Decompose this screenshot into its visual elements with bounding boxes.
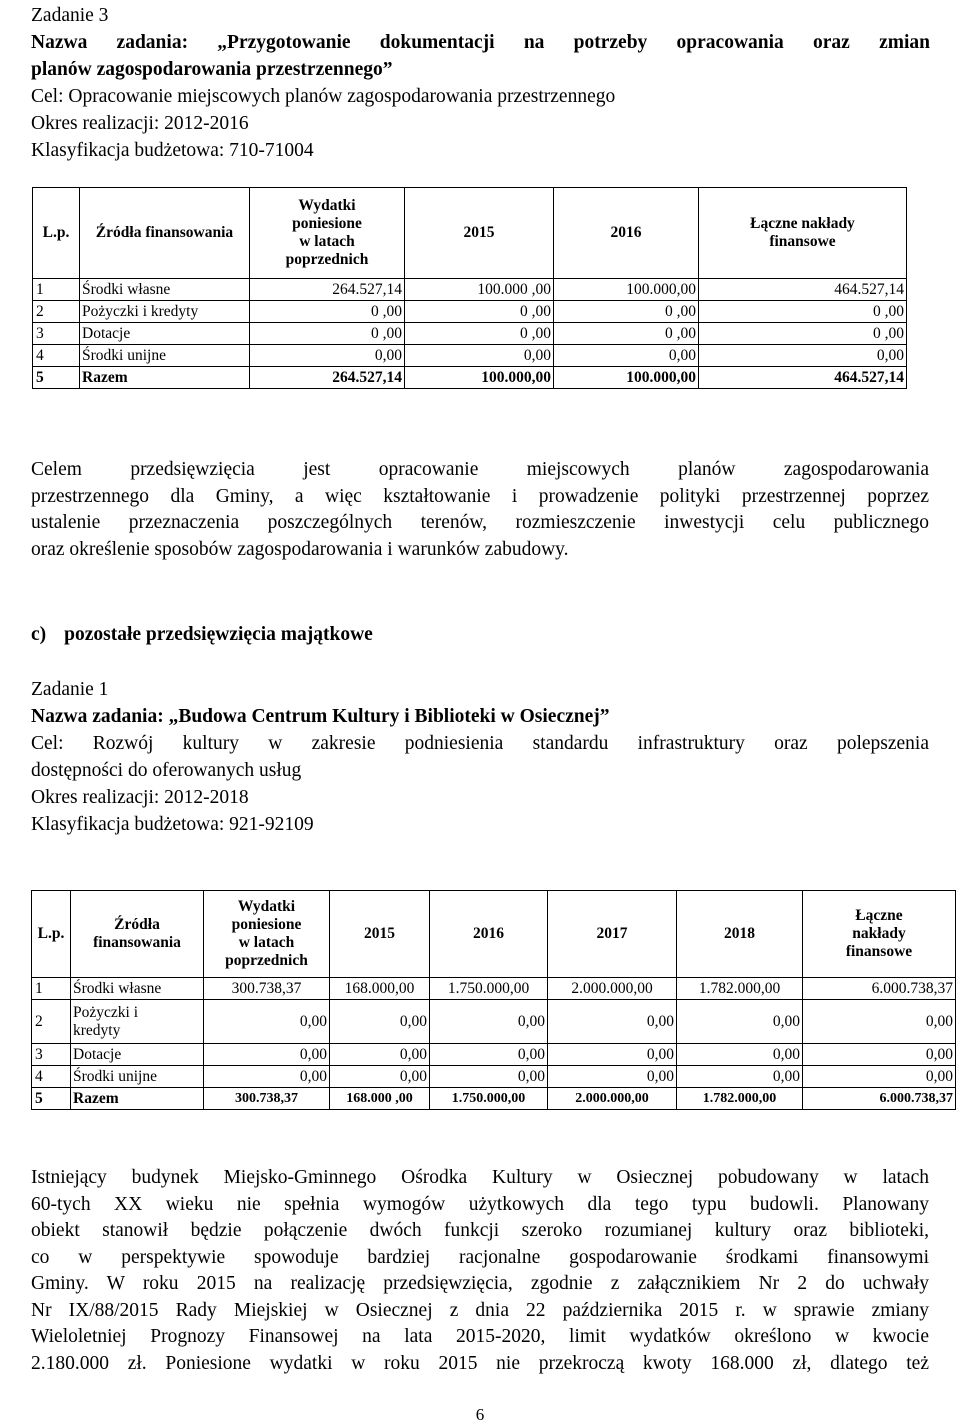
- header-prev-years: Wydatki poniesione w latach poprzednich: [204, 891, 330, 978]
- task3-table: [32, 187, 907, 389]
- task1-name: Nazwa zadania: „Budowa Centrum Kultury i Biblioteki w Osiecznej”: [31, 706, 610, 727]
- task1-table: [31, 890, 956, 1110]
- header-2015: 2015: [405, 188, 554, 279]
- task1-paragraph: Istniejący budynek Miejsko-Gminnego Ośrodka Kultury w Osiecznej pobudowany w latach 60-tych XX wieku nie spełnia wymogów użytkowych dla tego typu budowli. Planowany obiekt stanowił będzie połączenie dwóch funkcji szeroko rozumianej kultury oraz biblioteki, co w perspektywie spowoduje bardziej racjonalne gospodarowanie środkami finansowymi Gminy. W roku 2015 na realizację przedsięwzięcia, zgodnie z załącznikiem Nr 2 do uchwały Nr IX/88/2015 Rady Miejskiej w Osiecznej z dnia 22 października 2015 r. w sprawie zmiany Wieloletniej Prognozy Finansowej na lata 2015-2020, limit wydatków określono w kwocie 2.180.000 zł. Poniesione wydatki w roku 2015 nie przekroczą kwoty 168.000 zł, dlatego też: [31, 1167, 929, 1374]
- table-row: 3 Dotacje 0 ,00 0 ,00 0 ,00 0 ,00: [33, 323, 907, 345]
- header-2015: 2015: [330, 891, 430, 978]
- header-2016: 2016: [430, 891, 548, 978]
- header-source: Źródła finansowania: [80, 188, 250, 279]
- task3-period: Okres realizacji: 2012-2016: [31, 113, 249, 134]
- table-row: 1 Środki własne 264.527,14 100.000 ,00 100.000,00 464.527,14: [33, 279, 907, 301]
- table-row: 3 Dotacje 0,00 0,00 0,00 0,00 0,00 0,00: [32, 1044, 956, 1066]
- table-row: 2 Pożyczki i kredyty 0 ,00 0 ,00 0 ,00 0 ,00: [33, 301, 907, 323]
- task3-goal: Cel: Opracowanie miejscowych planów zagospodarowania przestrzennego: [31, 86, 616, 107]
- header-total: Łączne nakłady finansowe: [699, 188, 907, 279]
- page-number: 6: [475, 1405, 485, 1424]
- header-prev-years: Wydatki poniesione w latach poprzednich: [250, 188, 405, 279]
- header-total: Łączne nakłady finansowe: [803, 891, 956, 978]
- table-row: 4 Środki unijne 0,00 0,00 0,00 0,00 0,00 0,00: [32, 1066, 956, 1088]
- task1-goal-line1: Cel: Rozwój kultury w zakresie podniesienia standardu infrastruktury oraz polepszenia: [31, 733, 929, 754]
- header-lp: L.p.: [32, 891, 71, 978]
- task3-paragraph: Celem przedsięwzięcia jest opracowanie miejscowych planów zagospodarowania przestrzennego dla Gminy, a więc kształtowanie i prowadzenie polityki przestrzennej poprzez ustalenie przeznaczenia poszczególnych terenów, rozmieszczenie inwestycji celu publicznego oraz określenie sposobów zagospodarowania i warunków zabudowy.: [31, 459, 929, 560]
- header-2018: 2018: [677, 891, 803, 978]
- task3-name-line1: Nazwa zadania: „Przygotowanie dokumentacji na potrzeby opracowania oraz zmian: [31, 32, 930, 53]
- header-source: Źródła finansowania: [71, 891, 204, 978]
- task1-period: Okres realizacji: 2012-2018: [31, 787, 249, 808]
- header-2017: 2017: [548, 891, 677, 978]
- table-row: 4 Środki unijne 0,00 0,00 0,00 0,00: [33, 345, 907, 367]
- task1-goal-line2: dostępności do oferowanych usług: [31, 760, 302, 781]
- task1-classification: Klasyfikacja budżetowa: 921-92109: [31, 814, 314, 835]
- table-total-row: 5 Razem 264.527,14 100.000,00 100.000,00 464.527,14: [33, 367, 907, 389]
- header-lp: L.p.: [33, 188, 80, 279]
- header-2016: 2016: [554, 188, 699, 279]
- task3-name-line2: planów zagospodarowania przestrzennego”: [31, 59, 393, 80]
- section-c-heading: c) pozostałe przedsięwzięcia majątkowe: [31, 624, 373, 645]
- task3-classification: Klasyfikacja budżetowa: 710-71004: [31, 140, 314, 161]
- table-total-row: 5 Razem 300.738,37 168.000 ,00 1.750.000,00 2.000.000,00 1.782.000,00 6.000.738,37: [32, 1088, 956, 1110]
- task1-heading: Zadanie 1: [31, 679, 109, 700]
- table-row: 1 Środki własne 300.738,37 168.000,00 1.750.000,00 2.000.000,00 1.782.000,00 6.000.738,37: [32, 978, 956, 1000]
- table-row: 2 Pożyczki i kredyty 0,00 0,00 0,00 0,00 0,00 0,00: [32, 1000, 956, 1044]
- task3-heading: Zadanie 3: [31, 5, 109, 26]
